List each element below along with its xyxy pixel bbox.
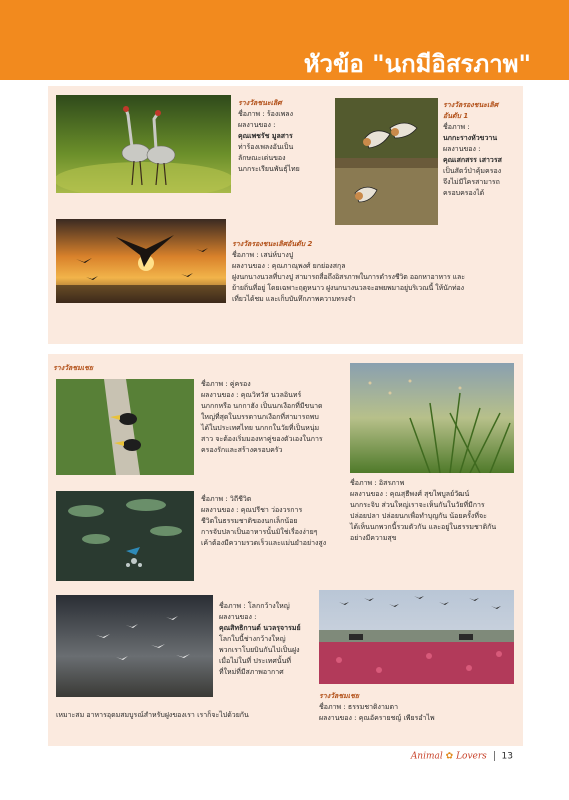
first-place-author: คุณเพชรัช มูลสาร <box>238 132 293 140</box>
second-place-caption <box>443 100 521 199</box>
photo-singing-cranes <box>56 95 231 193</box>
second-place-award: รางวัลรองชนะเลิศ <box>443 101 499 109</box>
second-place-author: คุณเสกสรร เสาวรส <box>443 156 502 164</box>
honorable-4-photo-title: ชื่อภาพ : โลกกว้างใหญ่ <box>219 602 290 610</box>
honorable-5-author: ผลงานของ : คุณอัครายชญ์ เพียรอำไพ <box>319 714 435 722</box>
honorable-2-desc-3: ได้เห็นนกพวกนี้รวมตัวกัน และอยู่ในธรรมชาติกัน <box>350 523 497 531</box>
first-place-caption <box>238 98 338 175</box>
second-place-desc-2: จึงไม่มีใครสามารถ <box>443 178 500 186</box>
page-number: 13 <box>501 751 513 762</box>
honorable-2-desc-2: ปล่อยปลา ปล่อยนกเพื่อทำบุญกัน น้อยครั้งที่จะ <box>350 512 487 520</box>
second-place-by-label: ผลงานของ : <box>443 145 481 153</box>
honorable-2-desc-1: นกกระจิบ ส่วนใหญ่เราจะเห็นกันในวัยที่มีการ <box>350 501 485 509</box>
first-place-photo-title: ชื่อภาพ : ร้องเพลง <box>238 110 294 118</box>
paw-icon: ✿ <box>445 751 454 762</box>
honorable-1-photo-title: ชื่อภาพ : คู่ครอง <box>201 380 251 388</box>
second-place-rank: อันดับ 1 <box>443 112 469 120</box>
honorable-4-desc-3: เมื่อไม่ในที่ ประเทศนั้นที่ <box>219 657 291 665</box>
honorable-3-desc-2: การจับปลาเป็นอาหารนั้นมิใช่เรื่องง่ายๆ <box>201 528 318 536</box>
first-place-desc-3: นกกระเรียนพันธุ์ไทย <box>238 165 300 173</box>
honorable-4-desc-last: เหมาะสม อาหารอุดมสมบูรณ์สำหรับฝูงของเรา เราก็จะไปด้วยกัน <box>56 711 249 719</box>
honorable-2-desc-4: อย่างมีความสุข <box>350 534 397 542</box>
honorable-4-author: คุณสิทธิกานต์ นวลรุจารมย์ <box>219 624 301 632</box>
photo-lotus-lake <box>319 590 514 684</box>
photo-gulls-sunset <box>56 219 226 303</box>
honorable-1-desc-3: ได้ในประเทศไทย นกกกในวัยที่เป็นหนุ่ม <box>201 424 320 432</box>
honorable-section-label: รางวัลชมเชย <box>53 364 93 372</box>
page-footer <box>411 751 513 762</box>
second-place-photo-label: ชื่อภาพ : <box>443 123 470 131</box>
footer-divider <box>494 751 495 761</box>
honorable-3-desc-1: ชีวิตในธรรมชาติของนกเล็กน้อย <box>201 517 298 525</box>
first-place-by-label: ผลงานของ : <box>238 121 276 129</box>
second-place-photo-name: นกกะรางหัวขวาน <box>443 134 498 142</box>
third-place-award: รางวัลรองชนะเลิศอันดับ 2 <box>232 240 313 248</box>
third-place-desc-3: เที่ยวได้ชม และเก็บบันทึกภาพความทรงจำ <box>232 295 356 303</box>
second-place-desc-1: เป็นสัตว์ป่าคุ้มครอง <box>443 167 502 175</box>
honorable-1-author: ผลงานของ : คุณวิทวัส นวลอินทร์ <box>201 391 302 399</box>
honorable-4-caption <box>219 601 314 678</box>
third-place-desc-2: ย้ายถิ่นที่อยู่ โดยเฉพาะฤดูหนาว ฝูงนกนางนวลจะอพยพมาอยู่บริเวณนี้ ให้นักท่อง <box>232 284 464 292</box>
honorable-4-desc-2: พวกเราโบยบินกันไปเป็นฝูง <box>219 646 300 654</box>
photo-hoopoes <box>335 98 438 225</box>
honorable-1-caption <box>201 379 351 456</box>
first-place-award: รางวัลชนะเลิศ <box>238 99 282 107</box>
honorable-3-desc-3: เค้าต้องมีความรวดเร็วและแม่นยำอย่างสูง <box>201 539 327 547</box>
honorable-3-photo-title: ชื่อภาพ : วิถีชีวิต <box>201 495 252 503</box>
honorable-1-desc-5: ครองรักและสร้างครอบครัว <box>201 446 283 454</box>
honorable-3-caption <box>201 494 346 549</box>
brand-lovers: Lovers <box>456 751 487 762</box>
honorable-5-photo-title: ชื่อภาพ : ธรรมชาติงามตา <box>319 703 398 711</box>
honorable-2-photo-title: ชื่อภาพ : อิสรภาพ <box>350 479 405 487</box>
honorable-4-by-label: ผลงานของ : <box>219 613 257 621</box>
honorable-1-desc-2: ใหญ่ที่สุดในบรรดานกเงือกที่สามารถพบ <box>201 413 319 421</box>
photo-birds-reeds <box>350 363 514 473</box>
third-place-caption <box>232 239 522 305</box>
photo-hornbills <box>56 379 194 475</box>
page-title: หัวข้อ "นกมีอิสรภาพ" <box>303 50 531 78</box>
honorable-5-caption <box>319 691 514 724</box>
first-place-desc-1: ท่าร้องเพลงอันเป็น <box>238 143 294 151</box>
page-header <box>0 0 569 80</box>
honorable-2-author: ผลงานของ : คุณสุธีพงศ์ สุขไพบูลย์วัฒน์ <box>350 490 470 498</box>
honorable-4-desc-4: ที่ใหม่ที่มีสภาพอากาศ <box>219 668 284 676</box>
third-place-author: ผลงานของ : คุณภาณุพงศ์ ยกย่องสกุล <box>232 262 346 270</box>
honorable-2-caption <box>350 478 522 544</box>
honorable-1-desc-1: นกกกหรือ นกกาฮัง เป็นนกเงือกที่มีขนาด <box>201 402 323 410</box>
brand-animal: Animal <box>410 751 443 762</box>
third-place-desc-1: ฝูงนกนางนวลที่บางปู สามารถสื่อถึงอิสรภาพในการดำรงชีวิต ออกหาอาหาร และ <box>232 273 465 281</box>
third-place-photo-title: ชื่อภาพ : เสน่ห์บางปู <box>232 251 294 259</box>
photo-kingfisher <box>56 491 194 581</box>
photo-flock-sky <box>56 595 213 697</box>
honorable-4-desc-1: โลกใบนี้ช่างกว้างใหญ่ <box>219 635 286 643</box>
second-place-desc-3: ครอบครองได้ <box>443 189 485 197</box>
first-place-desc-2: ลักษณะเด่นของ <box>238 154 286 162</box>
honorable-1-desc-4: สาว จะต้องเริ่มมองหาคู่ของตัวเองในการ <box>201 435 323 443</box>
honorable-5-award: รางวัลชมเชย <box>319 692 359 700</box>
honorable-3-author: ผลงานของ : คุณปรีชา ว่องวรการ <box>201 506 303 514</box>
